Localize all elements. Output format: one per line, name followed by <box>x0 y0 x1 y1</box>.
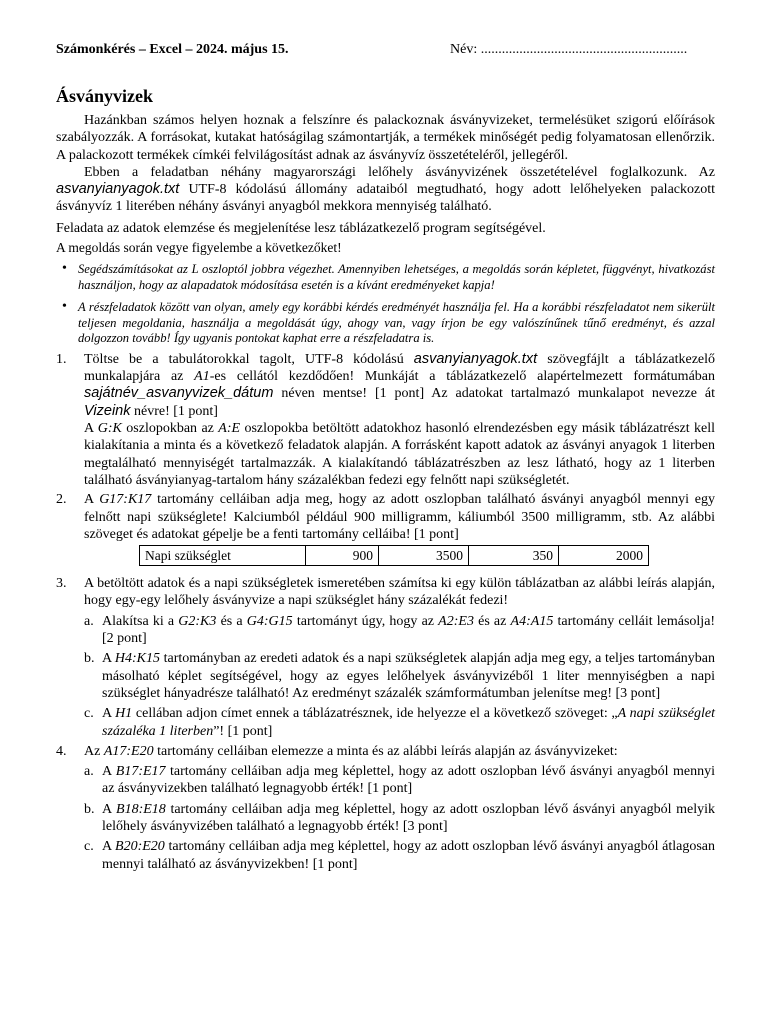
daily-need-table <box>139 545 649 566</box>
table-row <box>140 546 649 566</box>
intro-paragraph-3: Feladata az adatok elemzése és megjelenítése lesz táblázatkezelő program segítségével. <box>56 220 546 236</box>
bullet-icon: • <box>62 299 67 315</box>
task-intro: A G:K oszlopokban az A:E oszlopokba betöltött adatokhoz hasonló elrendezésben egy másik táblázatrészt kell kialakítania a minta és a következő feladatok alapján. A forrásként kapott adatok az ásványi anyagok 1 literben megtalálható mennyiségét tartalmazzák. A kialakítandó táblázatrészben az lesz látható, hogy az 1 literben található ásványianyag-tartalom hány százalékban fedezi egy felnőtt napi szükségletét. <box>84 421 716 488</box>
intro-paragraph-1: Hazánkban számos helyen hoznak a felszínre és palackoznak ásványvizeket, termelésüket szigorú előírások szabályozzák. A forrásokat, kutakat hatóságilag számontartják, a termékek minőségét pedig folyamatosan ellenőrzik. A palackozott termékek címkéi felvilágosítást adnak az ásványvíz összetételéről, jellegéről. <box>56 113 715 163</box>
intro-paragraph-4: A megoldás során vegye figyelembe a következőket! <box>56 240 342 256</box>
header-name-field: Név: ........................................................... <box>450 42 688 57</box>
task-4a: a. A B17:E17 tartomány celláiban adja meg képlettel, hogy az adott oszlopban lévő ásványi anyagból mennyi az ásványvizekben található legnagyobb érték! [1 pont] <box>84 764 715 797</box>
header-exam-title: Számonkérés – Excel – 2024. május 15. <box>56 42 289 57</box>
task-2: 2. A G17:K17 tartomány celláiban adja meg, hogy az adott oszlopban található ásványi anyagból mennyi egy felnőtt napi szükséglete! Kalciumból például 900 milligramm, káliumból 3500 milligramm, stb. Az alábbi szöveget és adatokat gépelje be a fenti tartomány celláiba! [1 pont] <box>56 492 716 542</box>
intro-paragraph-2: Ebben a feladatban néhány magyarországi lelőhely ásványvizének összetételével foglalkozunk. Az asvanyianyagok.txt UTF-8 kódolású állomány adataiból megtudható, hogy adott lelőhelyeken palackozott ásványvíz 1 literében néhány ásványi anyagból mekkora mennyiség található. <box>56 164 715 215</box>
table-cell: 900 <box>306 546 379 566</box>
document-title: Ásványvizek <box>56 86 154 106</box>
table-cell-label: Napi szükséglet <box>140 546 306 566</box>
task-3b: b. A H4:K15 tartományban az eredeti adatok és a napi szükségletek alapján adja meg egy, a teljes tartományban másolható képlet segítségével, hogy az egyes lelőhelyek ásványvizéből 1 liter mennyiségben a napi szükséglet hányadrésze található! Az eredményt százalék számformátumban jelenítse meg! [3 pont] <box>84 651 716 701</box>
task-3a: a. Alakítsa ki a G2:K3 és a G4:G15 tartományt úgy, hogy az A2:E3 és az A4:A15 tartomány celláit lemásolja! [2 pont] <box>84 613 716 647</box>
table-cell: 3500 <box>379 546 469 566</box>
table-cell: 2000 <box>559 546 649 566</box>
bullet-item: • A részfeladatok között van olyan, amely egy korábbi kérdés eredményét használja fel. Ha a korábbi részfeladatot nem sikerült teljesen megoldania, használja a megoldását úgy, ahogy van, vagy írjon be egy valószínűnek tűnő eredményt, és azzal dolgozzon tovább! Így ugyanis pontokat kaphat erre a részfeladatra is. <box>62 299 715 346</box>
task-4: 4. Az A17:E20 tartomány celláiban elemezze a minta és az alábbi leírás alapján az ásványvizeket: <box>56 743 618 759</box>
task-3c: c. A H1 cellában adjon címet ennek a táblázatrésznek, ide helyezze el a következő szöveget: „A napi szükséglet százaléka 1 literben”! [1 pont] <box>84 706 716 739</box>
task-4c: c. A B20:E20 tartomány celláiban adja meg képlettel, hogy az adott oszlopban lévő ásványi anyagból átlagosan mennyi található az ásványvizekben! [1 pont] <box>84 839 716 872</box>
task-1: 1. Töltse be a tabulátorokkal tagolt, UTF-8 kódolású asvanyianyagok.txt szövegfájlt a táblázatkezelő munkalapjára az A1-es cellától kezdődően! Munkáját a táblázatkezelő alapértelmezett formátumában sajátnév_asvanyvizek_dátum néven mentse! [1 pont] Az adatokat tartalmazó munkalapot nevezze át Vizeink névre! [1 pont] <box>56 350 716 419</box>
bullet-item: • Segédszámításokat az L oszloptól jobbra végezhet. Amennyiben lehetséges, a megoldás során képletet, függvényt, hivatkozást használjon, hogy az alapadatok módosítása esetén is a kívánt eredményeket kapja! <box>62 261 715 292</box>
document-body <box>56 112 715 873</box>
task-4b: b. A B18:E18 tartomány celláiban adja meg képlettel, hogy az adott oszlopban lévő ásványi anyagból melyik lelőhely ásványvizében található a legnagyobb érték! [3 pont] <box>84 801 716 834</box>
table-cell: 350 <box>469 546 559 566</box>
task-3: 3. A betöltött adatok és a napi szükségletek ismeretében számítsa ki egy külön táblázatban az alábbi leírás alapján, hogy egy-egy lelőhely ásványvize a napi szükséglet hány százalékát fedezi! <box>56 576 715 609</box>
bullet-icon: • <box>62 261 67 277</box>
